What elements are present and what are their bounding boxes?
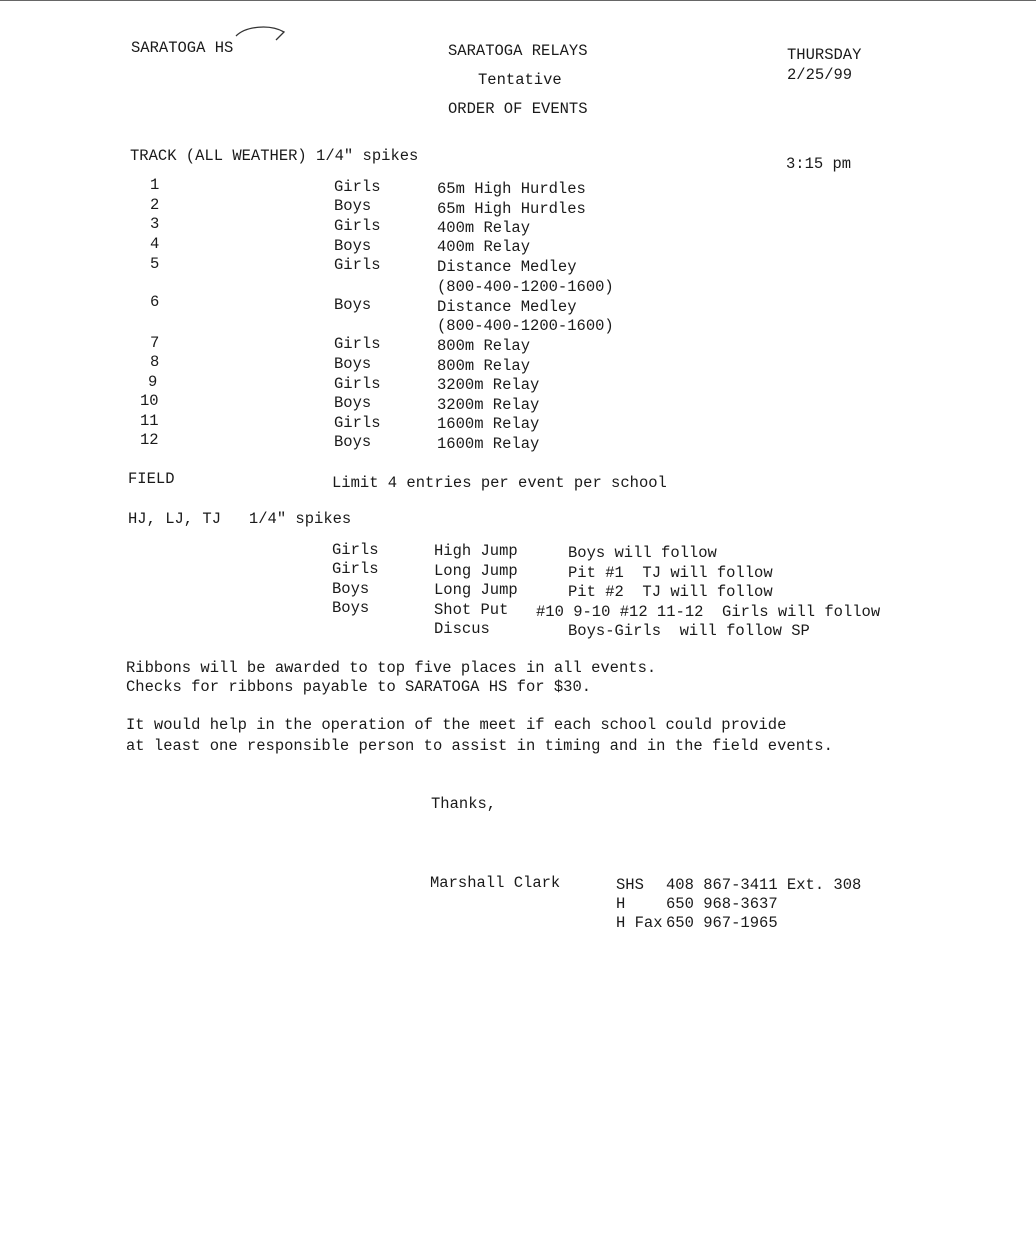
- event-name: 800m Relay: [437, 337, 531, 355]
- event-name: 800m Relay: [437, 357, 531, 375]
- ribbons-note: Ribbons will be awarded to top five places in all events.: [126, 659, 657, 677]
- event-gender: Girls: [334, 375, 381, 393]
- signer-name: Marshall Clark: [430, 874, 561, 892]
- field-event-note: Boys-Girls will follow SP: [568, 622, 810, 640]
- contact-label: H Fax: [616, 914, 663, 932]
- event-number: 9: [148, 373, 158, 391]
- contact-number: 650 968-3637: [666, 895, 778, 913]
- event-gender: Girls: [334, 335, 381, 353]
- field-gender: Boys: [332, 599, 370, 617]
- field-event-note: Boys will follow: [568, 544, 717, 562]
- event-gender: Girls: [334, 256, 381, 274]
- school-name: SARATOGA HS: [131, 39, 234, 57]
- event-number: 1: [150, 176, 160, 194]
- help-request-line1: It would help in the operation of the meet if each school could provide: [126, 716, 787, 734]
- field-event-name: Long Jump: [434, 581, 518, 599]
- help-request-line2: at least one responsible person to assist in timing and in the field events.: [126, 737, 833, 755]
- contact-label: SHS: [616, 876, 644, 894]
- meet-title: SARATOGA RELAYS: [448, 42, 588, 60]
- event-name: 65m High Hurdles: [437, 180, 586, 198]
- closing-thanks: Thanks,: [431, 795, 497, 813]
- event-gender: Boys: [334, 394, 372, 412]
- field-event-note: Pit #1 TJ will follow: [568, 564, 773, 582]
- event-name: 400m Relay: [437, 219, 531, 237]
- field-entry-limit: Limit 4 entries per event per school: [332, 474, 667, 492]
- event-number: 4: [150, 235, 160, 253]
- event-detail: (800-400-1200-1600): [437, 317, 614, 335]
- event-gender: Boys: [334, 433, 372, 451]
- event-gender: Girls: [334, 178, 381, 196]
- event-name: 400m Relay: [437, 238, 531, 256]
- event-number: 11: [140, 412, 159, 430]
- event-gender: Boys: [334, 296, 372, 314]
- contact-number: 650 967-1965: [666, 914, 778, 932]
- field-gender: Girls: [332, 560, 379, 578]
- event-number: 8: [150, 353, 160, 371]
- meet-date: 2/25/99: [787, 66, 853, 84]
- event-number: 12: [140, 431, 159, 449]
- event-name: 3200m Relay: [437, 376, 540, 394]
- ribbons-payment-note: Checks for ribbons payable to SARATOGA HS for $30.: [126, 678, 592, 696]
- field-event-name: Discus: [434, 620, 490, 638]
- field-event-name: Shot Put: [434, 601, 509, 619]
- field-event-name: Long Jump: [434, 562, 518, 580]
- event-gender: Girls: [334, 414, 381, 432]
- event-gender: Girls: [334, 217, 381, 235]
- event-gender: Boys: [334, 197, 372, 215]
- event-number: 2: [150, 196, 160, 214]
- event-gender: Boys: [334, 237, 372, 255]
- field-gender: Boys: [332, 580, 370, 598]
- field-section-label: FIELD: [128, 470, 175, 488]
- event-number: 3: [150, 215, 160, 233]
- track-section-label: TRACK (ALL WEATHER) 1/4" spikes: [130, 147, 419, 165]
- event-detail: (800-400-1200-1600): [437, 278, 614, 296]
- event-number: 7: [150, 334, 160, 352]
- field-event-name: High Jump: [434, 542, 518, 560]
- event-name: Distance Medley: [437, 298, 577, 316]
- event-gender: Boys: [334, 355, 372, 373]
- page-heading: ORDER OF EVENTS: [448, 100, 588, 118]
- start-time: 3:15 pm: [786, 155, 852, 173]
- event-name: 1600m Relay: [437, 435, 540, 453]
- field-event-note: Pit #2 TJ will follow: [568, 583, 773, 601]
- contact-label: H: [616, 895, 626, 913]
- handwritten-scribble-mark: [232, 24, 292, 54]
- event-number: 10: [140, 392, 159, 410]
- event-name: 3200m Relay: [437, 396, 540, 414]
- event-name: Distance Medley: [437, 258, 577, 276]
- field-event-note: #10 9-10 #12 11-12 Girls will follow: [536, 603, 881, 621]
- meet-day: THURSDAY: [787, 46, 862, 64]
- field-gender: Girls: [332, 541, 379, 559]
- event-number: 5: [150, 255, 160, 273]
- page-top-border: [0, 0, 1036, 1]
- event-name: 1600m Relay: [437, 415, 540, 433]
- event-name: 65m High Hurdles: [437, 200, 586, 218]
- jumps-label: HJ, LJ, TJ 1/4" spikes: [128, 510, 352, 528]
- meet-subtitle: Tentative: [478, 71, 562, 89]
- contact-number: 408 867-3411 Ext. 308: [666, 876, 862, 894]
- event-number: 6: [150, 293, 160, 311]
